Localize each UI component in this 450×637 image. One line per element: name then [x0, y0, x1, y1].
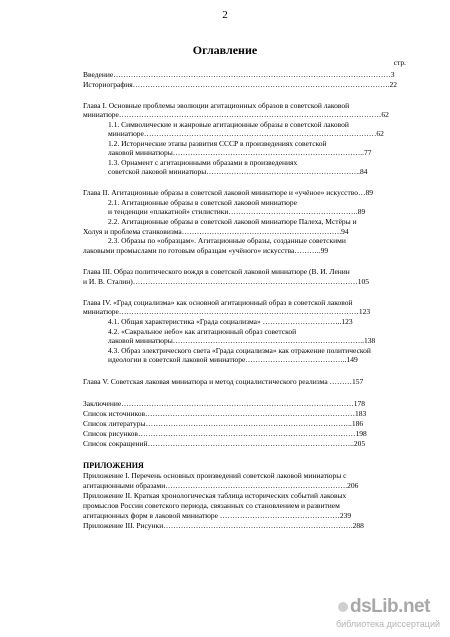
watermark-caption: библиотека диссертаций	[336, 619, 441, 629]
toc-entry-figures[interactable]: Список рисунков……………………………………………………………………………198	[83, 429, 367, 438]
toc-entry-1-1-cont[interactable]: миниатюре…………………………………………………………………………………62	[108, 129, 384, 138]
watermark-logo-icon	[338, 602, 348, 612]
toc-entry-literature[interactable]: Список литературы………………………………………………………………………..186	[83, 419, 364, 428]
toc-entry-appendix-2-cont[interactable]: промыслов России советского периода, связанных со становлением и развитием	[83, 501, 340, 510]
toc-entry-2-3-cont[interactable]: лаковыми промыслами по готовым образцам «учёного» искусства………..99	[83, 246, 329, 255]
toc-entry-2-3[interactable]: 2.3. Образы по «образцам». Агитационные образы, созданные советскими	[108, 236, 346, 245]
toc-entry-intro[interactable]: Введение…………………………………………………………………………………………………3	[83, 70, 395, 79]
toc-entry-appendix-2-cont2[interactable]: агитационных форм в лаковой миниатюре …………………………………………239	[83, 511, 352, 520]
toc-entry-chapter-3-cont[interactable]: и И. В. Сталин)………………………………………………………………………………105	[83, 277, 369, 286]
toc-entry-1-2-cont[interactable]: лаковой миниатюры…………………………………………………………………..77	[108, 148, 372, 157]
toc-entry-sources[interactable]: Список источников…………………………………………………………………………183	[83, 409, 367, 418]
toc-entry-2-2-cont[interactable]: Холуя и проблема станковизма……………………………………………………….94	[83, 227, 349, 236]
toc-entry-appendix-1-cont[interactable]: агитационными образами……………………………………………………………….206	[83, 481, 359, 490]
toc-entry-chapter-3[interactable]: Глава III. Образ политического вождя в советской лаковой миниатюре (В. И. Ленин	[83, 267, 350, 276]
toc-entry-4-3[interactable]: 4.3. Образ электрического света «Града социализма» как отражение политической	[108, 346, 371, 355]
page-number: 2	[222, 9, 228, 21]
toc-entry-conclusion[interactable]: Заключение…………………………………………………………………………………178	[83, 399, 365, 408]
toc-entry-abbreviations[interactable]: Список сокращений………………………………………………………………………..205	[83, 439, 366, 448]
toc-entry-appendix-3[interactable]: Приложение III. Рисунки………………………………………………………………….288	[83, 521, 364, 530]
toc-entry-2-1-cont[interactable]: и тенденции «плакатной» стилистики…………………………………………….89	[108, 207, 366, 216]
dslib-watermark[interactable]	[332, 588, 450, 637]
toc-entry-1-2[interactable]: 1.2. Исторические этапы развития СССР в произведениях советской	[108, 139, 327, 148]
page-column-label: стр.	[393, 58, 406, 67]
toc-entry-1-3[interactable]: 1.3. Орнамент с агитационными образами в произведениях	[108, 158, 298, 167]
toc-entry-appendix-1[interactable]: Приложение I. Перечень основных произведений советской лаковой миниатюры с	[83, 471, 347, 480]
toc-entry-4-1[interactable]: 4.1. Общая характеристика «Града социализма» …………………………..123	[108, 317, 353, 326]
watermark-logo: dsLib.net	[350, 596, 430, 617]
toc-entry-1-3-cont[interactable]: советской лаковой миниатюры……………………………………………………..84	[108, 167, 368, 176]
toc-entry-chapter-4-cont[interactable]: миниатюре……………………………………………………………………………………123	[83, 307, 371, 316]
toc-entry-historiography[interactable]: Историография………………………………………………………………………………………….22	[83, 80, 398, 89]
toc-entry-4-2-cont[interactable]: лаковой миниатюры…………………………………………………………………..138	[108, 336, 376, 345]
toc-entry-4-3-cont[interactable]: идеологии в советской лаковой миниатюре…………………………………..149	[108, 355, 358, 364]
toc-entry-chapter-2[interactable]: Глава II. Агитационные образы в советской лаковой миниатюре и «учёное» искусство…89	[83, 188, 374, 197]
toc-title: Оглавление	[192, 43, 258, 57]
toc-entry-chapter-1[interactable]: Глава I. Основные проблемы эволюции агитационных образов в советской лаковой	[83, 101, 350, 110]
toc-entry-2-1[interactable]: 2.1. Агитационные образы в советской лаковой миниатюре	[108, 198, 297, 207]
toc-entry-chapter-5[interactable]: Глава V. Советская лаковая миниатюра и метод социалистического реализма ………157	[83, 377, 364, 386]
toc-entry-appendix-2[interactable]: Приложение II. Краткая хронологическая таблица исторических событий лаковых	[83, 491, 347, 500]
appendices-heading: ПРИЛОЖЕНИЯ	[83, 461, 144, 470]
toc-entry-2-2[interactable]: 2.2. Агитационные образы в советской лаковой миниатюре Палеха, Мстёры и	[108, 217, 357, 226]
toc-entry-1-1[interactable]: 1.1. Символические и жанровые агитационные образы в советской лаковой	[108, 120, 349, 129]
toc-entry-chapter-1-cont[interactable]: миниатюре……………………………………………………………………………………………62	[83, 110, 389, 119]
toc-entry-4-2[interactable]: 4.2. «Сакральное небо» как агитационный образ советской	[108, 327, 297, 336]
toc-entry-chapter-4[interactable]: Глава IV. «Град социализма» как основной агитационный образ в советской лаковой	[83, 298, 353, 307]
